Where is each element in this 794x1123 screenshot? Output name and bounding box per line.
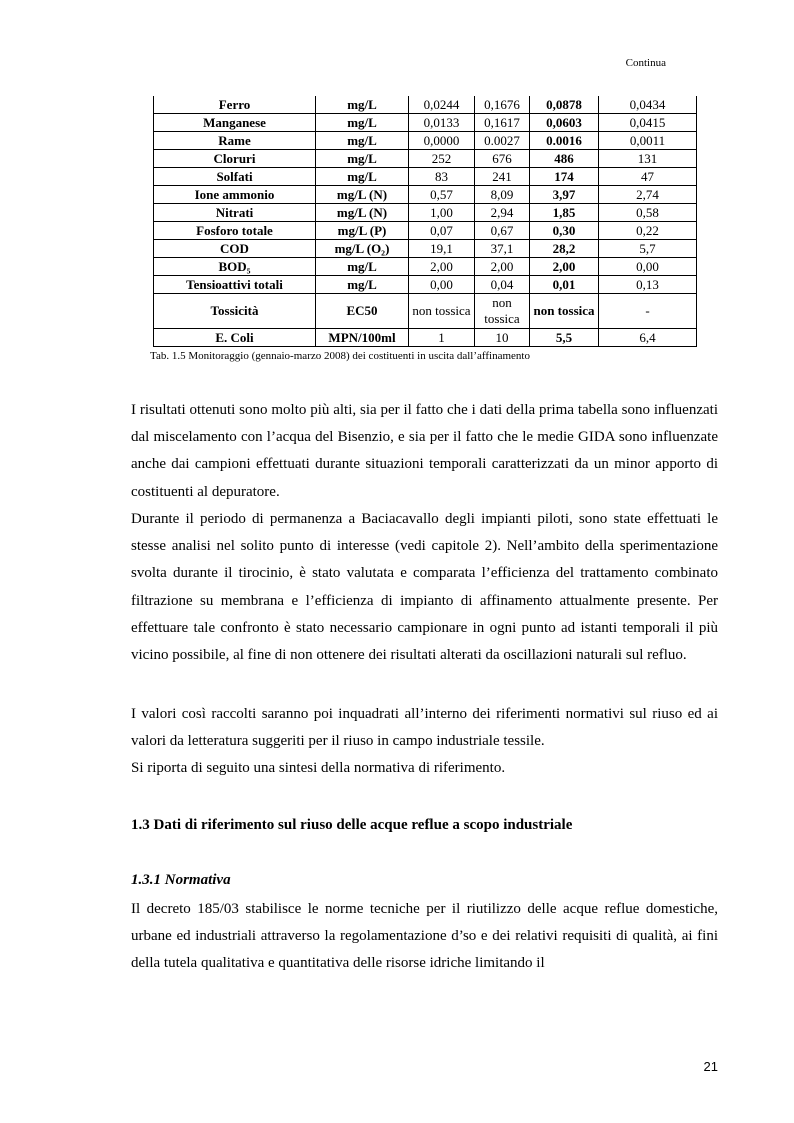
avg-cell: 1,85 [530,204,599,222]
dev-cell: 0,0415 [599,114,697,132]
avg-cell: 486 [530,150,599,168]
paragraph-collected-values: I valori così raccolti saranno poi inquadrati all’interno dei riferimenti normativi sul riuso ed ai valori da letteratura suggeriti per il riuso in campo industriale tessile. [131,706,718,750]
avg-cell: 2,00 [530,258,599,276]
parameter-cell: Fosforo totale [154,222,316,240]
unit-cell: MPN/100ml [316,329,409,347]
table-row [154,240,697,258]
table-row [154,329,697,347]
table-row [154,186,697,204]
min-cell: 0,07 [409,222,475,240]
dev-cell: 0,58 [599,204,697,222]
min-cell: 0,00 [409,276,475,294]
avg-cell: 3,97 [530,186,599,204]
paragraph-results: I risultati ottenuti sono molto più alti, sia per il fatto che i dati della prima tabella sono influenzati dal miscelamento con l’acqua del Bisenzio, e sia per il fatto che le medie GIDA sono influenzate anche dai campioni effettuati durante situazioni temporali caratterizzati da un minor apporto di costituenti al depuratore. [131,402,718,500]
parameter-cell: Ferro [154,96,316,114]
unit-cell: mg/L [316,276,409,294]
max-cell: 10 [475,329,530,347]
table-row [154,258,697,276]
min-cell: 1,00 [409,204,475,222]
max-cell: 0,04 [475,276,530,294]
table-row [154,294,697,329]
continued-label: Continua [625,57,666,69]
parameter-cell: Manganese [154,114,316,132]
section-title: 1.3 Dati di riferimento sul riuso delle acque reflue a scopo industriale [131,817,573,833]
table-row [154,150,697,168]
paragraph-pilot-plants: Durante il periodo di permanenza a Baciacavallo degli impianti piloti, sono state effettuati le stesse analisi nel solito punto di interesse (vedi capitole 2). Nell’ambito della sperimentazione svolta durante il tirocinio, è stato valutata e comparata l’efficienza del trattamento combinato filtrazione su membrana e l’efficienza di impianto di affinamento attualmente presente. Per effettuare tale confronto è stato necessario campionare in ogni punto ad istanti temporali il più vicino possibile, al fine di non ottenere dei risultati alterati da oscillazioni naturali sul refluo. [131,511,718,664]
parameter-cell: Ione ammonio [154,186,316,204]
max-cell: 676 [475,150,530,168]
unit-cell: mg/L [316,168,409,186]
table-row [154,168,697,186]
dev-cell: 0,00 [599,258,697,276]
max-cell: 8,09 [475,186,530,204]
unit-cell: mg/L (N) [316,204,409,222]
max-cell: 37,1 [475,240,530,258]
max-cell: non tossica [475,294,530,329]
min-cell: non tossica [409,294,475,329]
parameter-cell: Nitrati [154,204,316,222]
unit-cell: mg/L [316,96,409,114]
paragraph-summary-intro: Si riporta di seguito una sintesi della normativa di riferimento. [131,760,506,776]
min-cell: 0,0000 [409,132,475,150]
max-cell: 0,1617 [475,114,530,132]
min-cell: 0,0133 [409,114,475,132]
table-row [154,96,697,114]
unit-cell: mg/L [316,258,409,276]
parameter-cell: Tensioattivi totali [154,276,316,294]
parameter-cell: BOD₅ [154,258,316,276]
max-cell: 241 [475,168,530,186]
table-row [154,204,697,222]
table-body [154,96,697,347]
page-number: 21 [703,1059,718,1074]
avg-cell: 0,30 [530,222,599,240]
table-row [154,276,697,294]
avg-cell: non tossica [530,294,599,329]
dev-cell: 2,74 [599,186,697,204]
dev-cell: 0,22 [599,222,697,240]
dev-cell: 0,0011 [599,132,697,150]
max-cell: 0,1676 [475,96,530,114]
dev-cell: 47 [599,168,697,186]
parameter-cell: Rame [154,132,316,150]
unit-cell: mg/L [316,114,409,132]
dev-cell: 131 [599,150,697,168]
dev-cell: - [599,294,697,329]
avg-cell: 5,5 [530,329,599,347]
max-cell: 0,67 [475,222,530,240]
table-row [154,114,697,132]
parameter-cell: E. Coli [154,329,316,347]
dev-cell: 0,13 [599,276,697,294]
avg-cell: 0,0878 [530,96,599,114]
table-row [154,222,697,240]
subsection-title: 1.3.1 Normativa [131,872,231,888]
min-cell: 0,0244 [409,96,475,114]
min-cell: 83 [409,168,475,186]
min-cell: 252 [409,150,475,168]
unit-cell: EC50 [316,294,409,329]
monitoring-table [153,96,697,347]
avg-cell: 28,2 [530,240,599,258]
avg-cell: 0,01 [530,276,599,294]
min-cell: 19,1 [409,240,475,258]
unit-cell: mg/L (O₂) [316,240,409,258]
dev-cell: 5,7 [599,240,697,258]
parameter-cell: COD [154,240,316,258]
avg-cell: 0.0016 [530,132,599,150]
paragraph-decree: Il decreto 185/03 stabilisce le norme tecniche per il riutilizzo delle acque reflue domestiche, urbane ed industriali attraverso la regolamentazione d’so e dei relativi requisiti di qualità, ai fini della tutela qualitativa e quantitativa delle risorse idriche limitando il [131,901,718,972]
table-caption: Tab. 1.5 Monitoraggio (gennaio-marzo 2008) dei costituenti in uscita dall’affinamento [150,350,530,362]
parameter-cell: Tossicità [154,294,316,329]
min-cell: 0,57 [409,186,475,204]
parameter-cell: Solfati [154,168,316,186]
max-cell: 2,94 [475,204,530,222]
min-cell: 1 [409,329,475,347]
max-cell: 0.0027 [475,132,530,150]
dev-cell: 0,0434 [599,96,697,114]
min-cell: 2,00 [409,258,475,276]
unit-cell: mg/L (P) [316,222,409,240]
unit-cell: mg/L [316,132,409,150]
table-row [154,132,697,150]
unit-cell: mg/L (N) [316,186,409,204]
avg-cell: 174 [530,168,599,186]
unit-cell: mg/L [316,150,409,168]
dev-cell: 6,4 [599,329,697,347]
parameter-cell: Cloruri [154,150,316,168]
max-cell: 2,00 [475,258,530,276]
avg-cell: 0,0603 [530,114,599,132]
